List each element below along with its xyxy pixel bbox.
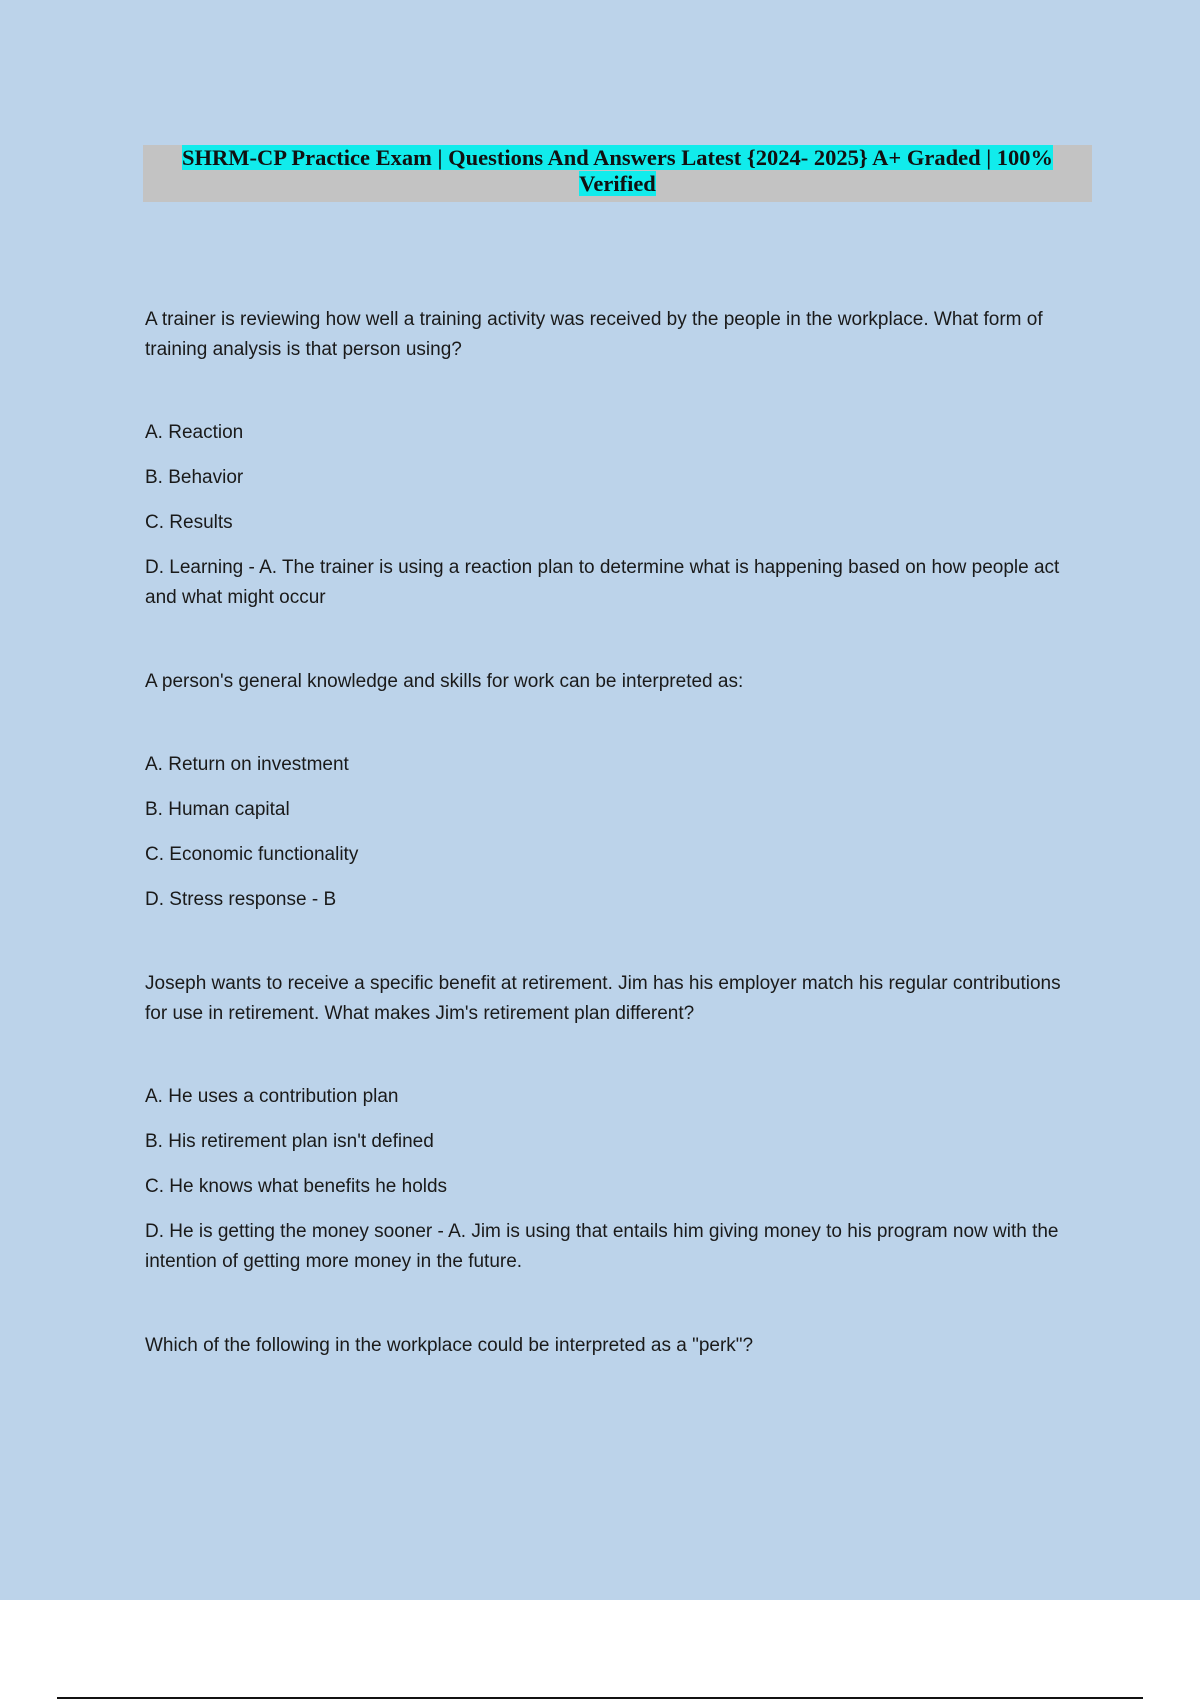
- question-text: Which of the following in the workplace could be interpreted as a "perk"?: [145, 1335, 754, 1356]
- answer-option: D. He is getting the money sooner - A. Jim is using that entails him giving money to his program now with the intention of getting more money in the future.: [145, 1221, 1059, 1272]
- questions-list: [145, 305, 1065, 1415]
- answer-option: C. Economic functionality: [145, 844, 359, 865]
- answer-options: [145, 418, 1065, 613]
- question-text: Joseph wants to receive a specific benefit at retirement. Jim has his employer match his regular contributions for use in retirement. What makes Jim's retirement plan different?: [145, 973, 1061, 1024]
- answer-option: A. He uses a contribution plan: [145, 1086, 399, 1107]
- answer-option: B. Behavior: [145, 467, 244, 488]
- answer-option: C. Results: [145, 512, 233, 533]
- document-title: [143, 145, 1092, 202]
- answer-option: D. Learning - A. The trainer is using a reaction plan to determine what is happening based on how people act and what might occur: [145, 557, 1060, 608]
- footer-divider: [57, 1697, 1143, 1699]
- answer-option: C. He knows what benefits he holds: [145, 1176, 448, 1197]
- title-line-1: SHRM-CP Practice Exam | Questions And Answers Latest {2024- 2025} A+ Graded | 100%: [181, 145, 1054, 170]
- answer-option: B. His retirement plan isn't defined: [145, 1131, 434, 1152]
- answer-option: A. Return on investment: [145, 754, 349, 775]
- question-text: A person's general knowledge and skills for work can be interpreted as:: [145, 671, 744, 692]
- answer-options: [145, 1082, 1065, 1277]
- answer-options: [145, 750, 1065, 915]
- question-block: [145, 667, 1065, 915]
- question-block: [145, 305, 1065, 613]
- question-block: [145, 969, 1065, 1277]
- answer-option: A. Reaction: [145, 422, 244, 443]
- title-line-2: Verified: [579, 171, 656, 196]
- answer-option: D. Stress response - B: [145, 889, 337, 910]
- question-text: A trainer is reviewing how well a training activity was received by the people in the workplace. What form of training analysis is that person using?: [145, 309, 1043, 360]
- question-block: [145, 1331, 1065, 1361]
- answer-option: B. Human capital: [145, 799, 290, 820]
